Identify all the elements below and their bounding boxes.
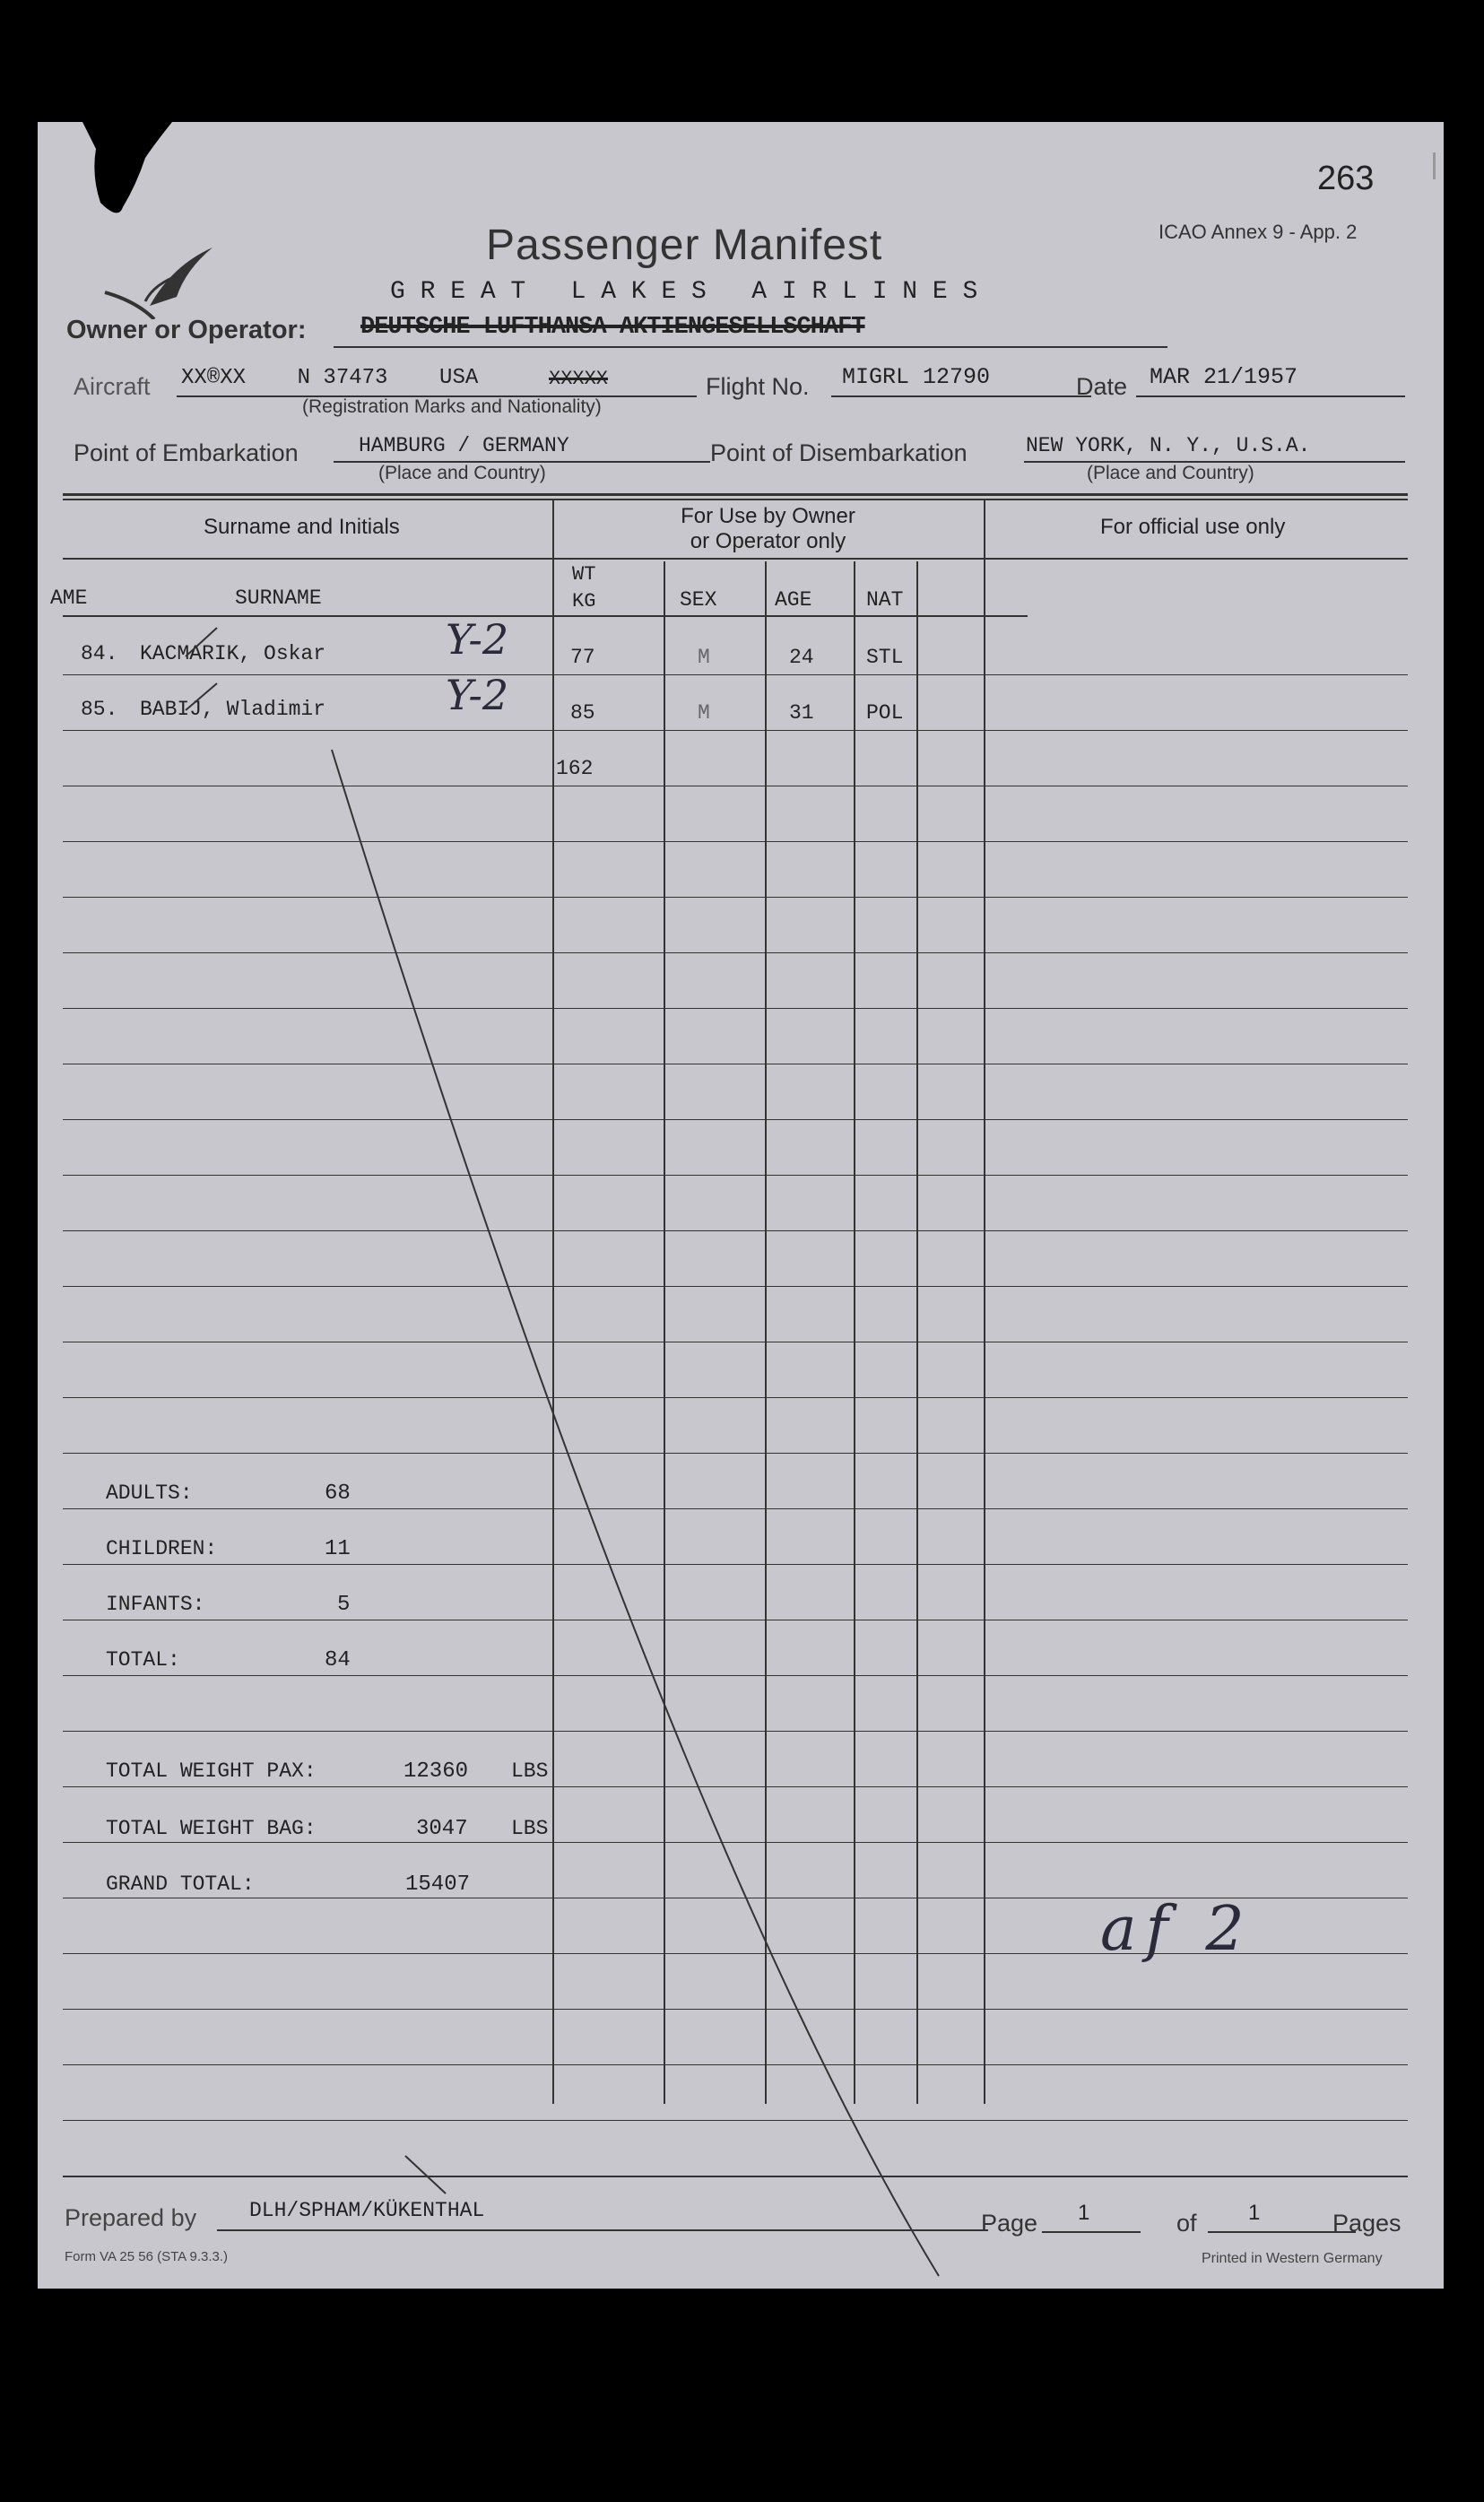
- passenger-age: 24: [789, 646, 814, 669]
- of-value: 1: [1248, 2201, 1261, 2225]
- page-number: 263: [1317, 160, 1375, 197]
- registration-caption: (Registration Marks and Nationality): [302, 396, 602, 417]
- embarkation-label: Point of Embarkation: [74, 439, 299, 466]
- adults-label: ADULTS:: [106, 1481, 193, 1505]
- grand-total-label: GRAND TOTAL:: [106, 1872, 255, 1896]
- embarkation-caption: (Place and Country): [378, 463, 546, 483]
- ruled-line: [63, 2120, 1408, 2121]
- flight-label: Flight No.: [706, 373, 810, 400]
- passenger-mark: Y-2: [446, 615, 509, 664]
- ruled-line: [63, 1731, 1408, 1732]
- passenger-weight: 77: [570, 646, 595, 669]
- passenger-no: 84.: [81, 642, 118, 665]
- torn-corner: [38, 122, 217, 248]
- diagonal-strike-line: [38, 122, 1444, 2289]
- airline-name: G R E A T L A K E S A I R L I N E S: [390, 278, 978, 306]
- passenger-name: KACMARIK, Oskar: [140, 642, 326, 665]
- form-reference: Form VA 25 56 (STA 9.3.3.): [65, 2249, 229, 2264]
- ruled-line: [63, 897, 1408, 898]
- ruled-line: [63, 2064, 1408, 2065]
- date-label: Date: [1076, 373, 1128, 400]
- ruled-line: [63, 1675, 1408, 1676]
- passenger-nat: POL: [866, 701, 904, 725]
- page-label: Page: [981, 2210, 1038, 2237]
- ruled-line: [63, 841, 1408, 842]
- children-value: 11: [325, 1537, 351, 1561]
- aircraft-struck: XXXXX: [549, 368, 609, 390]
- prepared-label: Prepared by: [65, 2204, 197, 2231]
- weight-total: 162: [556, 757, 594, 780]
- official-header: For official use only: [1100, 515, 1286, 539]
- children-label: CHILDREN:: [106, 1537, 218, 1560]
- ruled-line: [63, 1286, 1408, 1287]
- ruled-line: [63, 1119, 1408, 1120]
- ruled-line: [63, 1842, 1408, 1843]
- disembarkation-value: NEW YORK, N. Y., U.S.A.: [1026, 434, 1311, 457]
- of-label: of: [1176, 2210, 1197, 2237]
- page-value: 1: [1078, 2201, 1090, 2225]
- ruled-line: [63, 674, 1408, 675]
- passenger-weight: 85: [570, 701, 595, 725]
- infants-label: INFANTS:: [106, 1593, 205, 1616]
- owner-value-struck: DEUTSCHE LUFTHANSA AKTIENGESELLSCHAFT: [360, 314, 865, 341]
- disembarkation-caption: (Place and Country): [1087, 463, 1254, 483]
- passenger-nat: STL: [866, 646, 904, 669]
- owner-use-header: For Use by Owner or Operator only: [681, 504, 855, 553]
- ruled-line: [63, 952, 1408, 953]
- icao-reference: ICAO Annex 9 - App. 2: [1159, 221, 1358, 243]
- official-note: af 2: [1100, 1894, 1254, 1965]
- page-title: Passenger Manifest: [486, 222, 883, 269]
- bag-weight-unit: LBS: [511, 1817, 549, 1840]
- aircraft-label: Aircraft: [74, 373, 151, 400]
- ruled-line: [63, 2009, 1408, 2010]
- passenger-no: 85.: [81, 698, 118, 721]
- passenger-sex: M: [698, 646, 710, 669]
- flight-value: MIGRL 12790: [842, 364, 991, 390]
- pax-weight-label: TOTAL WEIGHT PAX:: [106, 1759, 317, 1783]
- pax-weight-unit: LBS: [511, 1759, 549, 1783]
- col-weight: WT KG: [572, 563, 596, 612]
- date-value: MAR 21/1957: [1150, 364, 1298, 390]
- ruled-line: [63, 1564, 1408, 1565]
- adults-value: 68: [325, 1481, 351, 1506]
- ruled-line: [63, 1397, 1408, 1398]
- owner-label: Owner or Operator:: [66, 316, 307, 344]
- total-label: TOTAL:: [106, 1648, 180, 1672]
- manifest-sheet: [38, 122, 1444, 2289]
- disembarkation-label: Point of Disembarkation: [710, 439, 968, 466]
- prepared-value: DLH/SPHAM/KÜKENTHAL: [249, 2199, 485, 2222]
- passenger-mark: Y-2: [446, 671, 509, 719]
- ruled-line: [63, 1008, 1408, 1009]
- passenger-name: BABIJ, Wladimir: [140, 698, 326, 721]
- aircraft-value: XX®XX N 37473 USA: [181, 366, 479, 390]
- passenger-sex: M: [698, 701, 710, 725]
- ruled-line: [63, 1508, 1408, 1509]
- ruled-line: [63, 1786, 1408, 1787]
- grand-total-value: 15407: [405, 1872, 471, 1897]
- ruled-line: [63, 1453, 1408, 1454]
- col-sex: SEX: [680, 588, 717, 612]
- pax-weight-value: 12360: [404, 1759, 469, 1784]
- col-name: AME: [50, 586, 88, 610]
- col-age: AGE: [775, 588, 812, 612]
- binder-edge: [1433, 152, 1436, 179]
- ruled-line: [63, 1175, 1408, 1176]
- bag-weight-label: TOTAL WEIGHT BAG:: [106, 1817, 317, 1840]
- ruled-line: [63, 1953, 1408, 1954]
- ruled-line: [63, 1230, 1408, 1231]
- bag-weight-value: 3047: [416, 1817, 468, 1841]
- col-nat: NAT: [866, 588, 904, 612]
- embarkation-value: HAMBURG / GERMANY: [359, 434, 569, 457]
- surname-header: Surname and Initials: [204, 515, 400, 539]
- col-surname: SURNAME: [235, 586, 322, 610]
- pages-label: Pages: [1332, 2210, 1402, 2237]
- ruled-line: [63, 730, 1408, 731]
- printed-note: Printed in Western Germany: [1202, 2251, 1383, 2266]
- infants-value: 5: [337, 1593, 351, 1617]
- passenger-age: 31: [789, 701, 814, 725]
- total-value: 84: [325, 1648, 351, 1672]
